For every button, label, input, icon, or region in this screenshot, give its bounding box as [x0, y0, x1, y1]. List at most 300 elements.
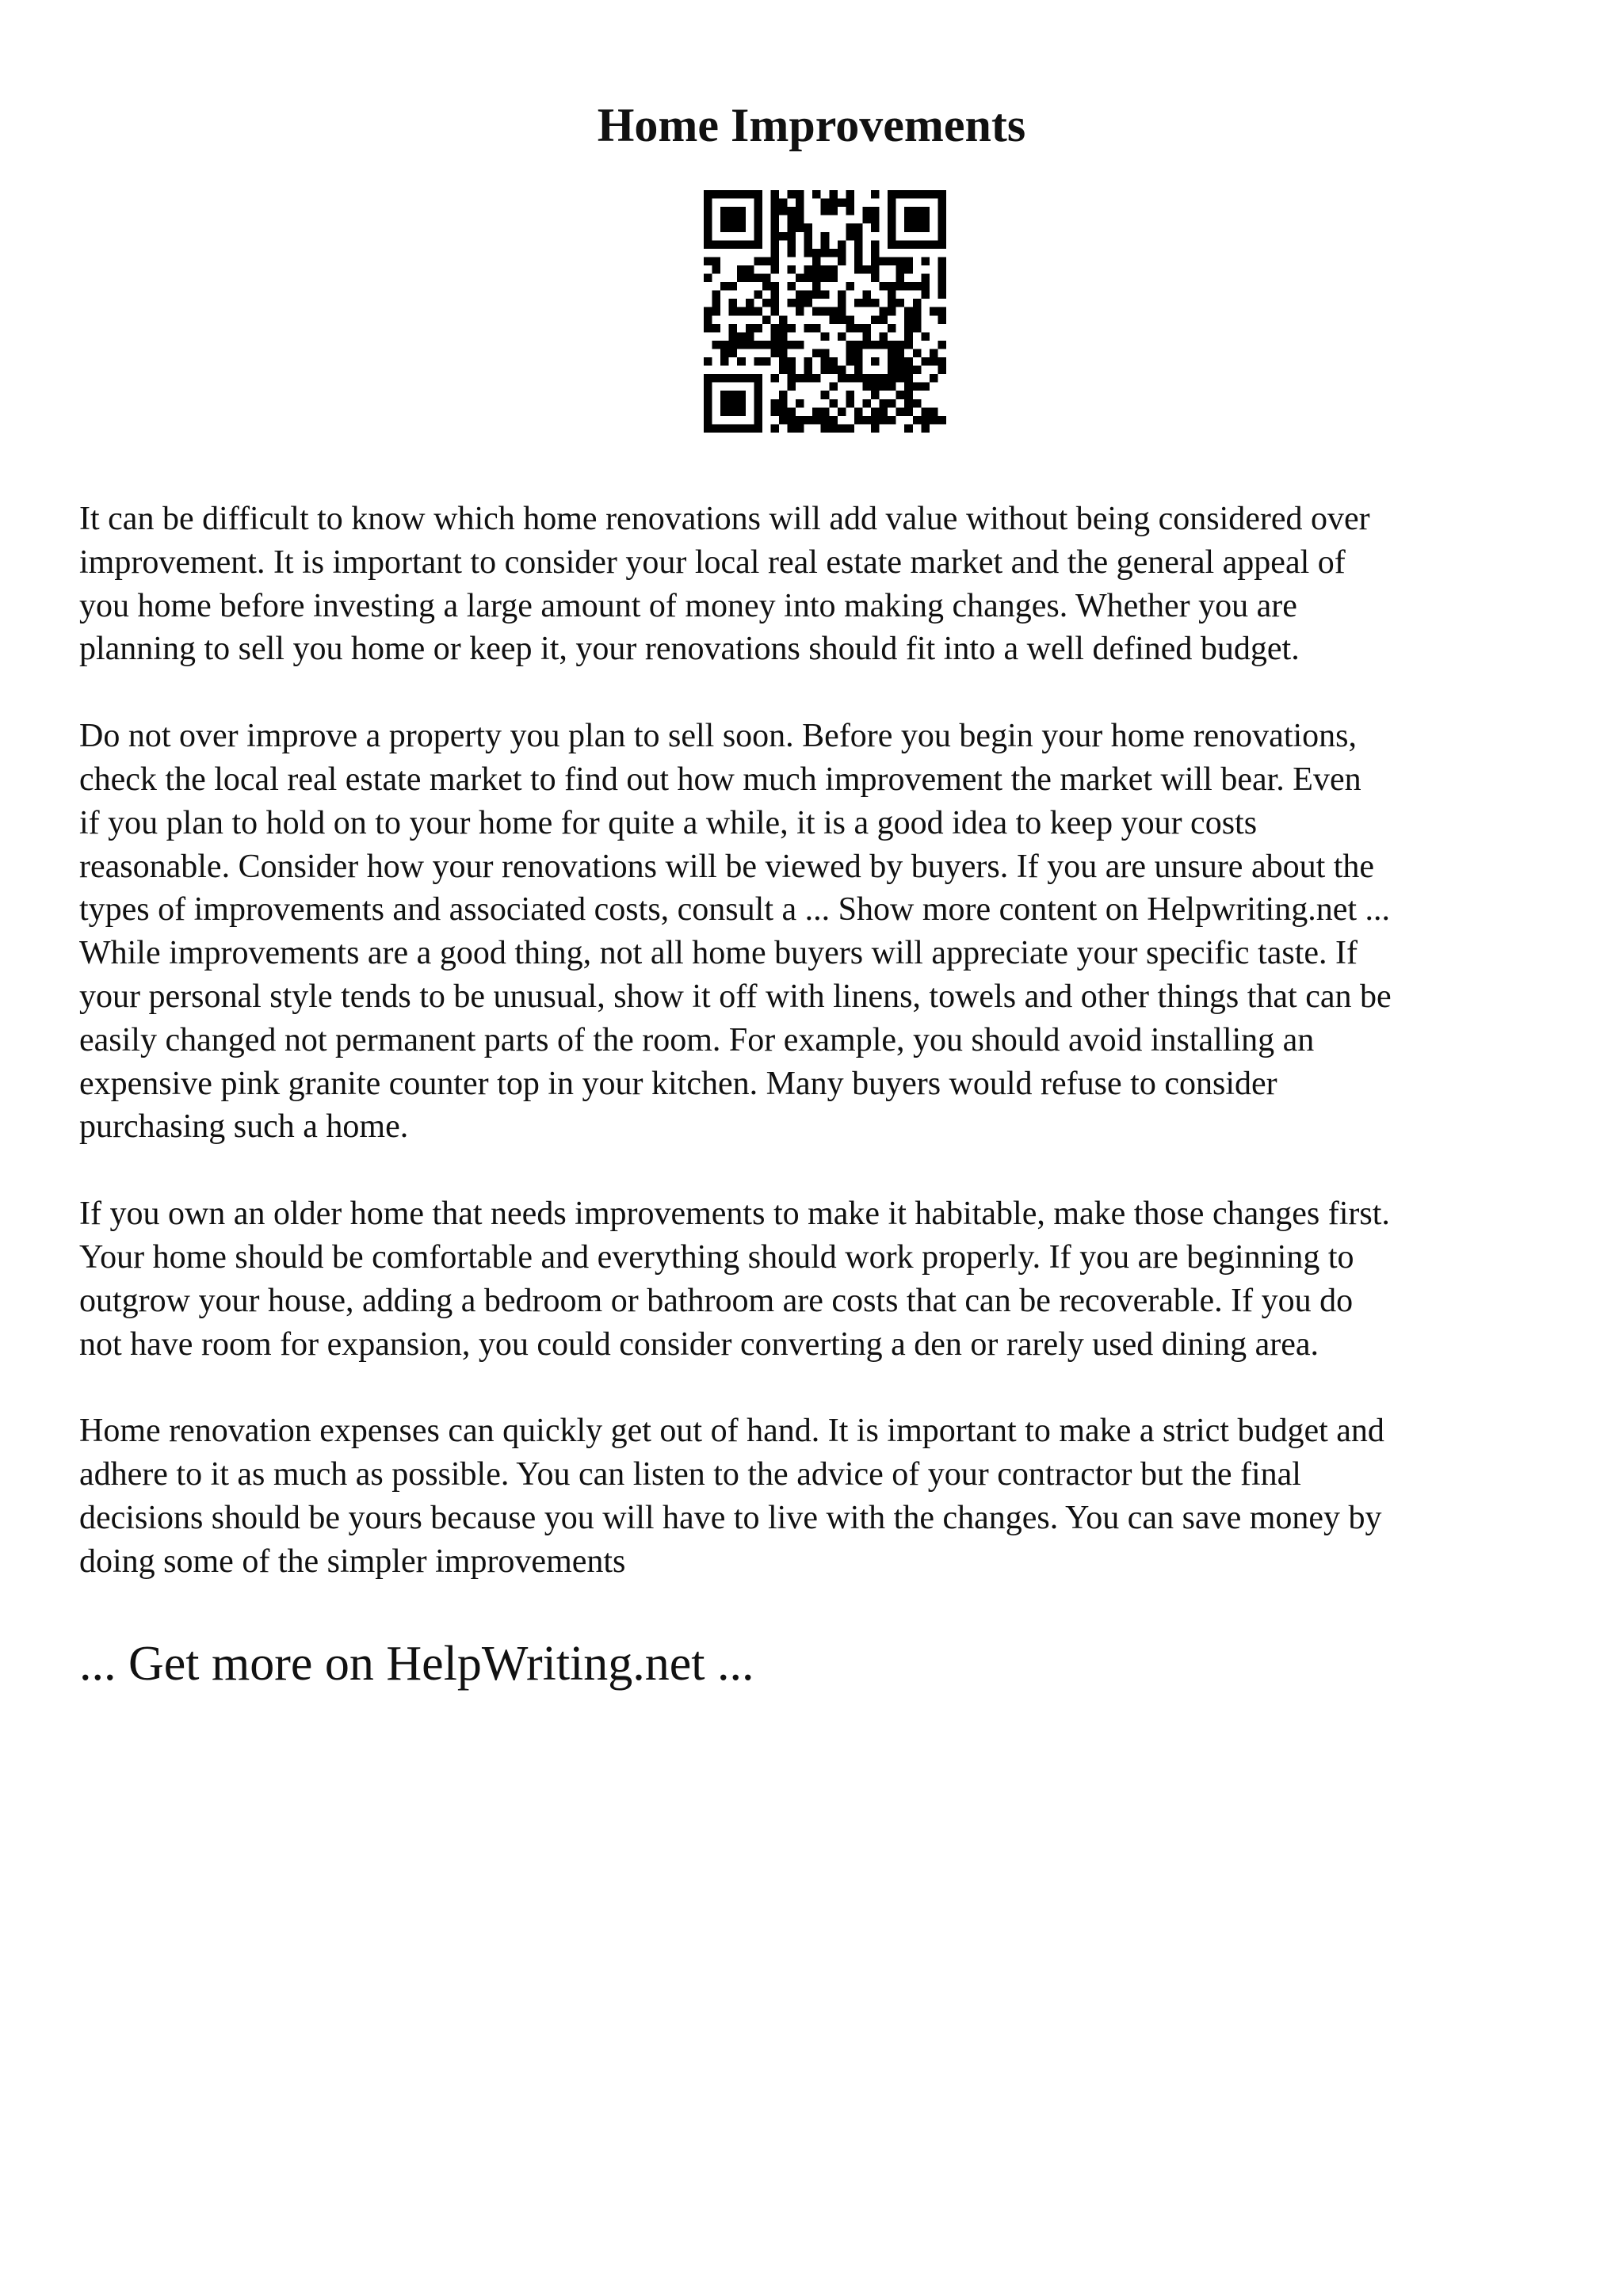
qr-module — [779, 399, 788, 408]
qr-module — [746, 240, 754, 249]
qr-module — [846, 223, 854, 232]
qr-code-icon — [704, 190, 946, 433]
qr-module — [871, 190, 880, 199]
qr-module — [720, 349, 729, 357]
qr-module — [829, 424, 838, 433]
qr-module — [913, 207, 922, 215]
qr-module — [913, 215, 922, 224]
qr-module — [754, 257, 762, 265]
qr-module — [896, 274, 905, 283]
qr-module — [871, 424, 880, 433]
qr-module — [896, 357, 905, 366]
qr-module — [838, 332, 846, 341]
qr-module — [704, 374, 712, 383]
qr-module — [729, 332, 738, 341]
qr-module — [804, 232, 813, 241]
qr-module — [854, 407, 863, 416]
qr-module — [904, 240, 913, 249]
qr-module — [720, 215, 729, 224]
qr-module — [854, 349, 863, 357]
qr-module — [804, 374, 813, 383]
qr-module — [754, 274, 762, 283]
qr-module — [704, 190, 712, 199]
qr-module — [846, 232, 854, 241]
qr-module — [862, 374, 871, 383]
qr-module — [770, 424, 779, 433]
qr-module — [788, 424, 796, 433]
qr-module — [921, 383, 930, 391]
qr-module — [770, 199, 779, 208]
qr-module — [913, 315, 922, 324]
qr-module — [888, 383, 896, 391]
qr-module — [788, 341, 796, 349]
qr-module — [888, 324, 896, 333]
qr-module — [904, 282, 913, 291]
qr-module — [704, 199, 712, 208]
qr-module — [921, 207, 930, 215]
qr-module — [796, 374, 804, 383]
qr-module — [854, 232, 863, 241]
qr-module — [913, 416, 922, 425]
qr-module — [888, 341, 896, 349]
qr-module — [888, 257, 896, 265]
qr-module — [821, 199, 830, 208]
qr-module — [938, 307, 946, 316]
qr-module — [779, 407, 788, 416]
qr-module — [888, 190, 896, 199]
qr-module — [938, 282, 946, 291]
qr-module — [880, 257, 888, 265]
qr-module — [779, 332, 788, 341]
qr-module — [729, 391, 738, 399]
qr-module — [720, 207, 729, 215]
qr-module — [846, 391, 854, 399]
qr-module — [712, 240, 721, 249]
paragraph-line: reasonable. Consider how your renovations will be viewed by buyers. If you are unsure about the — [79, 848, 1375, 885]
qr-module — [854, 223, 863, 232]
qr-module — [921, 357, 930, 366]
qr-module — [720, 190, 729, 199]
qr-module — [796, 307, 804, 316]
qr-module — [779, 349, 788, 357]
qr-module — [871, 407, 880, 416]
qr-module — [921, 257, 930, 265]
qr-module — [737, 341, 746, 349]
qr-module — [821, 391, 830, 399]
qr-module — [938, 357, 946, 366]
qr-module — [821, 265, 830, 274]
qr-module — [871, 391, 880, 399]
paragraph-line: your personal style tends to be unusual, show it off with linens, towels and other things that can be — [79, 978, 1392, 1015]
qr-module — [779, 207, 788, 215]
qr-module — [754, 324, 762, 333]
qr-module — [821, 249, 830, 257]
paragraph-line: doing some of the simpler improvements — [79, 1543, 626, 1580]
qr-module — [854, 265, 863, 274]
get-more-link[interactable]: ... Get more on HelpWriting.net ... — [79, 1637, 754, 1691]
qr-module — [720, 399, 729, 408]
qr-module — [754, 223, 762, 232]
qr-module — [720, 357, 729, 366]
qr-module — [770, 257, 779, 265]
qr-module — [888, 240, 896, 249]
qr-module — [871, 374, 880, 383]
qr-module — [904, 374, 913, 383]
qr-module — [754, 307, 762, 316]
qr-module — [704, 232, 712, 241]
qr-module — [921, 332, 930, 341]
qr-module — [904, 399, 913, 408]
qr-module — [829, 357, 838, 366]
qr-module — [704, 399, 712, 408]
qr-module — [712, 374, 721, 383]
qr-module — [812, 282, 821, 291]
qr-module — [788, 232, 796, 241]
qr-module — [812, 265, 821, 274]
qr-module — [779, 232, 788, 241]
qr-module — [829, 307, 838, 316]
qr-module — [812, 274, 821, 283]
paragraph-line: purchasing such a home. — [79, 1108, 409, 1146]
qr-module — [862, 399, 871, 408]
qr-module — [829, 207, 838, 215]
qr-module — [770, 291, 779, 299]
qr-module — [746, 299, 754, 307]
qr-module — [729, 349, 738, 357]
paragraph-line: if you plan to hold on to your home for quite a while, it is a good idea to keep your costs — [79, 804, 1258, 841]
qr-module — [871, 315, 880, 324]
qr-module — [888, 291, 896, 299]
qr-module — [829, 190, 838, 199]
qr-module — [896, 391, 905, 399]
qr-module — [871, 357, 880, 366]
qr-module — [880, 332, 888, 341]
qr-module — [821, 291, 830, 299]
qr-module — [838, 374, 846, 383]
qr-module — [904, 424, 913, 433]
qr-module — [871, 215, 880, 224]
qr-module — [854, 299, 863, 307]
qr-module — [729, 374, 738, 383]
qr-module — [862, 341, 871, 349]
qr-module — [812, 324, 821, 333]
qr-module — [704, 207, 712, 215]
qr-module — [871, 265, 880, 274]
qr-module — [704, 357, 712, 366]
qr-module — [704, 257, 712, 265]
qr-module — [770, 215, 779, 224]
qr-module — [854, 374, 863, 383]
qr-module — [854, 257, 863, 265]
qr-module — [829, 366, 838, 375]
qr-module — [746, 307, 754, 316]
qr-module — [862, 291, 871, 299]
qr-module — [762, 257, 771, 265]
qr-module — [871, 223, 880, 232]
qr-module — [788, 223, 796, 232]
qr-module — [704, 307, 712, 316]
qr-module — [904, 223, 913, 232]
qr-module — [913, 307, 922, 316]
paragraph-line: While improvements are a good thing, not all home buyers will appreciate your specific taste. If — [79, 935, 1358, 972]
qr-module — [804, 274, 813, 283]
qr-module — [938, 265, 946, 274]
qr-module — [821, 357, 830, 366]
qr-module — [712, 291, 721, 299]
qr-module — [904, 366, 913, 375]
qr-module — [788, 407, 796, 416]
qr-module — [796, 399, 804, 408]
qr-module — [871, 416, 880, 425]
qr-module — [729, 407, 738, 416]
qr-module — [888, 349, 896, 357]
qr-module — [846, 324, 854, 333]
qr-module — [938, 199, 946, 208]
qr-module — [812, 349, 821, 357]
qr-module — [938, 257, 946, 265]
qr-module — [938, 215, 946, 224]
qr-module — [754, 391, 762, 399]
qr-module — [788, 357, 796, 366]
qr-module — [838, 407, 846, 416]
qr-module — [896, 349, 905, 357]
qr-module — [729, 190, 738, 199]
qr-module — [888, 199, 896, 208]
qr-module — [737, 399, 746, 408]
qr-module — [904, 215, 913, 224]
qr-module — [913, 366, 922, 375]
qr-module — [938, 223, 946, 232]
qr-module — [880, 282, 888, 291]
qr-module — [712, 190, 721, 199]
paragraph-line: It can be difficult to know which home renovations will add value without being considered over — [79, 501, 1370, 537]
qr-module — [821, 366, 830, 375]
qr-module — [796, 207, 804, 215]
qr-module — [770, 407, 779, 416]
qr-module — [788, 299, 796, 307]
qr-module — [838, 315, 846, 324]
qr-module — [804, 366, 813, 375]
paragraph-line: decisions should be yours because you will have to live with the changes. You can save money by — [79, 1499, 1382, 1536]
qr-module — [838, 257, 846, 265]
qr-module — [720, 374, 729, 383]
qr-module — [754, 407, 762, 416]
qr-module — [904, 315, 913, 324]
qr-module — [880, 383, 888, 391]
qr-module — [779, 391, 788, 399]
qr-module — [737, 332, 746, 341]
qr-module — [888, 215, 896, 224]
qr-module — [871, 341, 880, 349]
qr-module — [921, 416, 930, 425]
qr-module — [746, 332, 754, 341]
qr-module — [880, 341, 888, 349]
qr-module — [862, 265, 871, 274]
qr-module — [704, 215, 712, 224]
qr-module — [737, 274, 746, 283]
qr-module — [754, 399, 762, 408]
qr-module — [871, 240, 880, 249]
qr-module — [729, 215, 738, 224]
qr-module — [812, 416, 821, 425]
qr-module — [720, 223, 729, 232]
page-title: Home Improvements — [597, 99, 1026, 151]
paragraph-line: you home before investing a large amount of money into making changes. Whether you are — [79, 587, 1297, 624]
qr-module — [704, 274, 712, 283]
qr-module — [754, 383, 762, 391]
qr-module — [704, 315, 712, 324]
qr-module — [770, 332, 779, 341]
qr-module — [821, 307, 830, 316]
qr-module — [921, 223, 930, 232]
qr-module — [930, 374, 938, 383]
qr-module — [838, 240, 846, 249]
qr-module — [770, 249, 779, 257]
qr-module — [746, 190, 754, 199]
qr-module — [938, 274, 946, 283]
qr-module — [770, 349, 779, 357]
qr-module — [754, 199, 762, 208]
qr-module — [913, 299, 922, 307]
qr-module — [904, 257, 913, 265]
qr-module — [729, 223, 738, 232]
qr-module — [821, 424, 830, 433]
qr-module — [880, 315, 888, 324]
qr-module — [880, 399, 888, 408]
qr-module — [880, 374, 888, 383]
qr-module — [788, 249, 796, 257]
qr-module — [921, 190, 930, 199]
qr-module — [804, 299, 813, 307]
qr-module — [762, 299, 771, 307]
qr-module — [712, 307, 721, 316]
qr-module — [762, 274, 771, 283]
qr-module — [854, 240, 863, 249]
qr-module — [712, 324, 721, 333]
qr-module — [888, 299, 896, 307]
qr-module — [737, 223, 746, 232]
qr-module — [904, 391, 913, 399]
qr-module — [862, 215, 871, 224]
qr-module — [846, 207, 854, 215]
qr-module — [788, 282, 796, 291]
qr-module — [720, 391, 729, 399]
qr-module — [737, 307, 746, 316]
qr-module — [770, 299, 779, 307]
paragraph-2 — [79, 715, 1569, 1149]
qr-module — [862, 416, 871, 425]
qr-module — [921, 424, 930, 433]
qr-module — [862, 383, 871, 391]
qr-module — [904, 207, 913, 215]
qr-module — [788, 207, 796, 215]
qr-module — [904, 265, 913, 274]
paragraph-line: check the local real estate market to find out how much improvement the market will bear. Even — [79, 761, 1361, 798]
qr-module — [938, 207, 946, 215]
qr-module — [838, 199, 846, 208]
qr-module — [838, 424, 846, 433]
qr-module — [888, 374, 896, 383]
qr-module — [754, 374, 762, 383]
qr-module — [804, 265, 813, 274]
qr-module — [746, 265, 754, 274]
qr-module — [754, 190, 762, 199]
qr-module — [754, 341, 762, 349]
qr-module — [854, 249, 863, 257]
qr-module — [704, 223, 712, 232]
qr-module — [821, 349, 830, 357]
paragraph-line: Do not over improve a property you plan to sell soon. Before you begin your home renovations, — [79, 718, 1357, 755]
qr-module — [888, 223, 896, 232]
qr-module — [896, 240, 905, 249]
qr-module — [904, 190, 913, 199]
qr-module — [880, 407, 888, 416]
qr-module — [821, 407, 830, 416]
qr-module — [913, 282, 922, 291]
qr-module — [862, 332, 871, 341]
qr-module — [854, 324, 863, 333]
qr-module — [796, 416, 804, 425]
qr-module — [871, 249, 880, 257]
qr-module — [754, 291, 762, 299]
qr-module — [913, 399, 922, 408]
qr-module — [896, 190, 905, 199]
paragraph-line: not have room for expansion, you could consider converting a den or rarely used dining area. — [79, 1325, 1319, 1363]
qr-module — [829, 265, 838, 274]
qr-module — [846, 341, 854, 349]
qr-module — [854, 341, 863, 349]
qr-module — [754, 424, 762, 433]
qr-module — [829, 416, 838, 425]
qr-module — [737, 357, 746, 366]
qr-module — [729, 341, 738, 349]
qr-module — [788, 215, 796, 224]
qr-module — [754, 232, 762, 241]
paragraph-3 — [79, 1192, 1569, 1366]
paragraph-4 — [79, 1409, 1569, 1583]
qr-module — [930, 349, 938, 357]
qr-module — [846, 199, 854, 208]
qr-module — [904, 407, 913, 416]
qr-module — [812, 249, 821, 257]
paragraph-line: Home renovation expenses can quickly get out of hand. It is important to make a strict budget and — [79, 1413, 1384, 1450]
qr-module — [862, 299, 871, 307]
qr-module — [921, 215, 930, 224]
qr-module — [770, 282, 779, 291]
qr-module — [720, 407, 729, 416]
qr-module — [821, 207, 830, 215]
qr-module — [938, 341, 946, 349]
qr-module — [812, 257, 821, 265]
paragraph-line: planning to sell you home or keep it, your renovations should fit into a well defined budget. — [79, 631, 1300, 668]
paragraph-line: improvement. It is important to consider your local real estate market and the general appeal of — [79, 543, 1346, 581]
qr-module — [796, 291, 804, 299]
paragraph-line: expensive pink granite counter top in your kitchen. Many buyers would refuse to consider — [79, 1065, 1277, 1102]
qr-module — [829, 199, 838, 208]
qr-module — [896, 257, 905, 265]
qr-module — [729, 424, 738, 433]
qr-module — [838, 307, 846, 316]
qr-module — [829, 274, 838, 283]
qr-module — [779, 324, 788, 333]
qr-module — [888, 232, 896, 241]
qr-module — [904, 357, 913, 366]
qr-module — [779, 416, 788, 425]
qr-module — [913, 240, 922, 249]
qr-module — [770, 240, 779, 249]
qr-module — [821, 416, 830, 425]
qr-module — [788, 416, 796, 425]
